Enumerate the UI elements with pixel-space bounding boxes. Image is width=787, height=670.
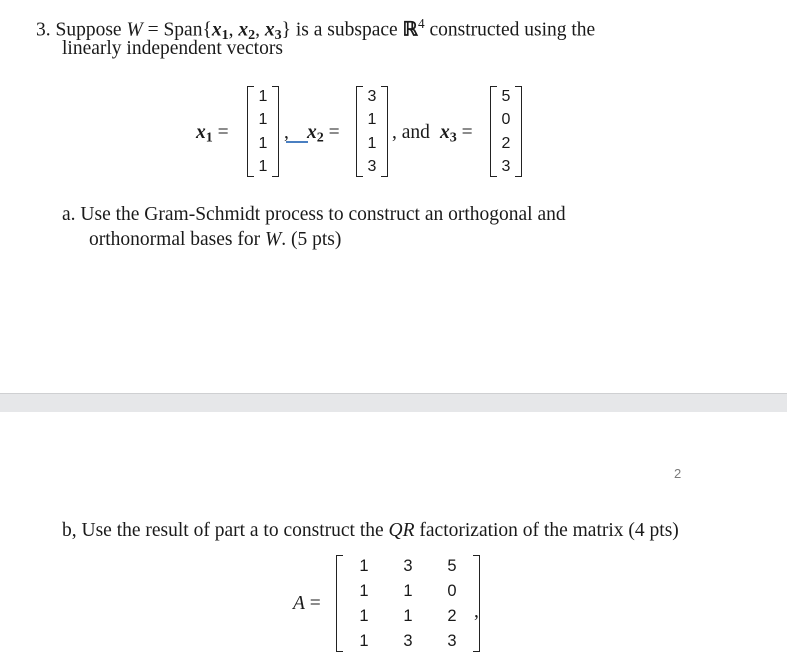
part-b-statement: b, Use the result of part a to construct the QR factorization of the matrix (4 pts)	[62, 520, 679, 541]
spellcheck-underline	[286, 140, 308, 143]
vector-entry: 2	[501, 134, 511, 152]
matrix-entry: 1	[359, 606, 369, 625]
vector-entry: 3	[367, 157, 377, 175]
part-a-label: a.	[62, 204, 76, 225]
part-b-label: b,	[62, 520, 77, 541]
vector-x1	[247, 86, 279, 177]
matrix-entry: 5	[447, 556, 457, 575]
page-break	[0, 393, 787, 413]
vector-entry: 1	[258, 157, 268, 175]
problem-number: 3.	[36, 19, 51, 41]
problem-statement-line-2: linearly independent vectors	[62, 38, 283, 59]
vector-entry: 3	[501, 157, 511, 175]
matrix-entry: 3	[447, 631, 457, 650]
vector-entry: 1	[258, 88, 268, 105]
matrix-entry: 3	[403, 556, 413, 575]
x1-x2-separator: ,	[284, 122, 289, 143]
vector-entry: 5	[501, 88, 511, 105]
matrix-trailing-comma: ,	[474, 601, 479, 622]
real-space-symbol: ℝ	[402, 19, 418, 41]
matrix-entry: 2	[447, 606, 457, 625]
vector-entry: 1	[367, 134, 377, 152]
x1-label: $x_1$ =	[196, 122, 229, 146]
problem-statement-line-1: 3. Suppose $W = Span\{x_1$, $x_2$, $x_3$} is a subspace ℝ$^4$ constructed using the	[36, 16, 596, 43]
document-page-2	[0, 412, 787, 670]
matrix-a-label: A =	[293, 593, 321, 614]
matrix-entry: 3	[403, 631, 413, 650]
matrix-entry: 0	[447, 581, 457, 600]
vector-entry: 3	[367, 88, 377, 105]
matrix-entry: 1	[403, 581, 413, 600]
vector-entry: 1	[258, 134, 268, 152]
vector-x3	[490, 86, 522, 177]
x2-label: $x_2$ =	[307, 122, 340, 146]
matrix-entry: 1	[359, 556, 369, 575]
vector-entry: 1	[367, 111, 377, 129]
vector-x2	[356, 86, 388, 177]
matrix-a	[336, 555, 480, 652]
matrix-entry: 1	[403, 606, 413, 625]
matrix-entry: 1	[359, 581, 369, 600]
vector-entry: 0	[501, 111, 511, 129]
part-a-line-2: orthonormal bases for W. (5 pts)	[89, 229, 342, 250]
vector-entry: 1	[258, 111, 268, 129]
part-a-line-1: a. Use the Gram-Schmidt process to construct an orthogonal and	[62, 204, 566, 225]
x3-label: $x_3$ =	[440, 122, 473, 146]
matrix-entry: 1	[359, 631, 369, 650]
page-number: 2	[674, 466, 682, 481]
x2-x3-separator: , and	[392, 122, 430, 143]
subspace-symbol: W	[126, 19, 143, 41]
